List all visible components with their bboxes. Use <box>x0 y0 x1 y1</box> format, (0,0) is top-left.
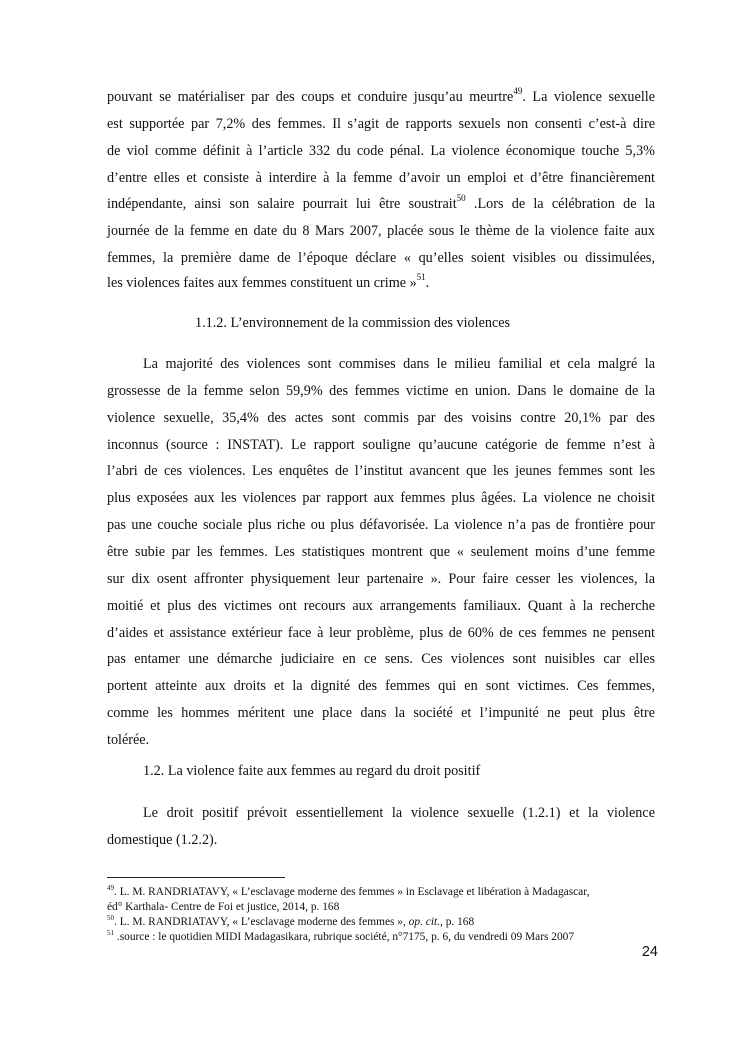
text-line: sur dix osent affronter physiquement leur partenaire ». Pour faire cesser les violences, la <box>107 571 655 587</box>
page-number: 24 <box>641 944 658 960</box>
footnote-50: $^{50}$. L. M. RANDRIATAVY, « L’esclavage moderne des femmes », op. cit., p. 168 <box>107 914 475 928</box>
text-line: inconnus (source : INSTAT). Le rapport souligne qu’aucune catégorie de femme n’est à <box>107 437 655 453</box>
text-line: Le droit positif prévoit essentiellement la violence sexuelle (1.2.1) et la violence <box>143 805 655 821</box>
text-line: comme les hommes méritent une place dans la société et l’impunité ne peut plus être <box>107 705 655 721</box>
text-line: moitié et plus des victimes ont recours aux arrangements familiaux. Quant à la recherche <box>107 598 655 614</box>
text-line: être subie par les femmes. Les statistiques montrent que « seulement moins d’une femme <box>107 544 655 560</box>
section-heading-1-2: 1.2. La violence faite aux femmes au regard du droit positif <box>143 763 481 779</box>
text-line: indépendante, ainsi son salaire pourrait lui être soustrait$^{50}$ .Lors de la célébration de la <box>107 193 655 212</box>
text-line: La majorité des violences sont commises dans le milieu familial et cela malgré la <box>143 356 655 372</box>
text-line: de viol comme définit à l’article 332 du code pénal. La violence économique touche 5,3% <box>107 143 655 159</box>
footnote-ref-51[interactable]: 51 <box>416 272 426 283</box>
text-line: portent atteinte aux droits et la dignité des femmes qui en sont victimes. Ces femmes, <box>107 678 655 694</box>
text-line: d’entre elles et consiste à interdire à la femme d’avoir un emploi et d’être financièrement <box>107 170 655 186</box>
text-line: les violences faites aux femmes constituent un crime »$^{51}$. <box>107 272 430 291</box>
text-line: pas entamer une démarche judiciaire en ce sens. Ces violences sont nuisibles car elles <box>107 651 655 667</box>
footnote-ref-50[interactable]: 50 <box>456 193 466 204</box>
footnote-49-continued: éd° Karthala- Centre de Foi et justice, 2014, p. 168 <box>107 901 340 913</box>
text-line: l’abri de ces violences. Les enquêtes de l’institut avancent que les jeunes femmes sont les <box>107 463 655 479</box>
text-line: femmes, la première dame de l’époque déclare « qu’elles soient visibles ou dissimulées, <box>107 250 655 266</box>
text-line: pouvant se matérialiser par des coups et conduire jusqu’au meurtre$^{49}$. La violence sexuelle <box>107 86 655 105</box>
text-line: d’aides et assistance extérieur face à leur problème, plus de 60% de ces femmes ne pensent <box>107 625 655 641</box>
footnote-51: $^{51}$ .source : le quotidien MIDI Madagasikara, rubrique société, n°7175, p. 6, du vendredi 09 Mars 2007 <box>107 929 575 943</box>
text-line: pas une couche sociale plus riche ou plus défavorisée. La violence n’a pas de frontière pour <box>107 517 655 533</box>
text-line: violence sexuelle, 35,4% des actes sont commis par des voisins contre 20,1% par des <box>107 410 655 426</box>
text-line: est supportée par 7,2% des femmes. Il s’agit de rapports sexuels non consenti c’est-à dire <box>107 116 655 132</box>
section-heading-1-1-2: 1.1.2. L’environnement de la commission des violences <box>195 315 511 331</box>
footnote-ref-49[interactable]: 49 <box>513 86 523 97</box>
footnote-separator <box>107 877 285 878</box>
footnote-49: $^{49}$. L. M. RANDRIATAVY, « L’esclavage moderne des femmes » in Esclavage et libération à Madagascar, <box>107 884 590 898</box>
text-line: journée de la femme en date du 8 Mars 2007, placée sous le thème de la violence faite aux <box>107 223 655 239</box>
text-line: tolérée. <box>107 732 150 748</box>
text-line: grossesse de la femme selon 59,9% des femmes victime en union. Dans le domaine de la <box>107 383 655 399</box>
text-line: plus exposées aux les violences par rapport aux femmes plus âgées. La violence ne choisit <box>107 490 655 506</box>
text-line: domestique (1.2.2). <box>107 832 218 848</box>
